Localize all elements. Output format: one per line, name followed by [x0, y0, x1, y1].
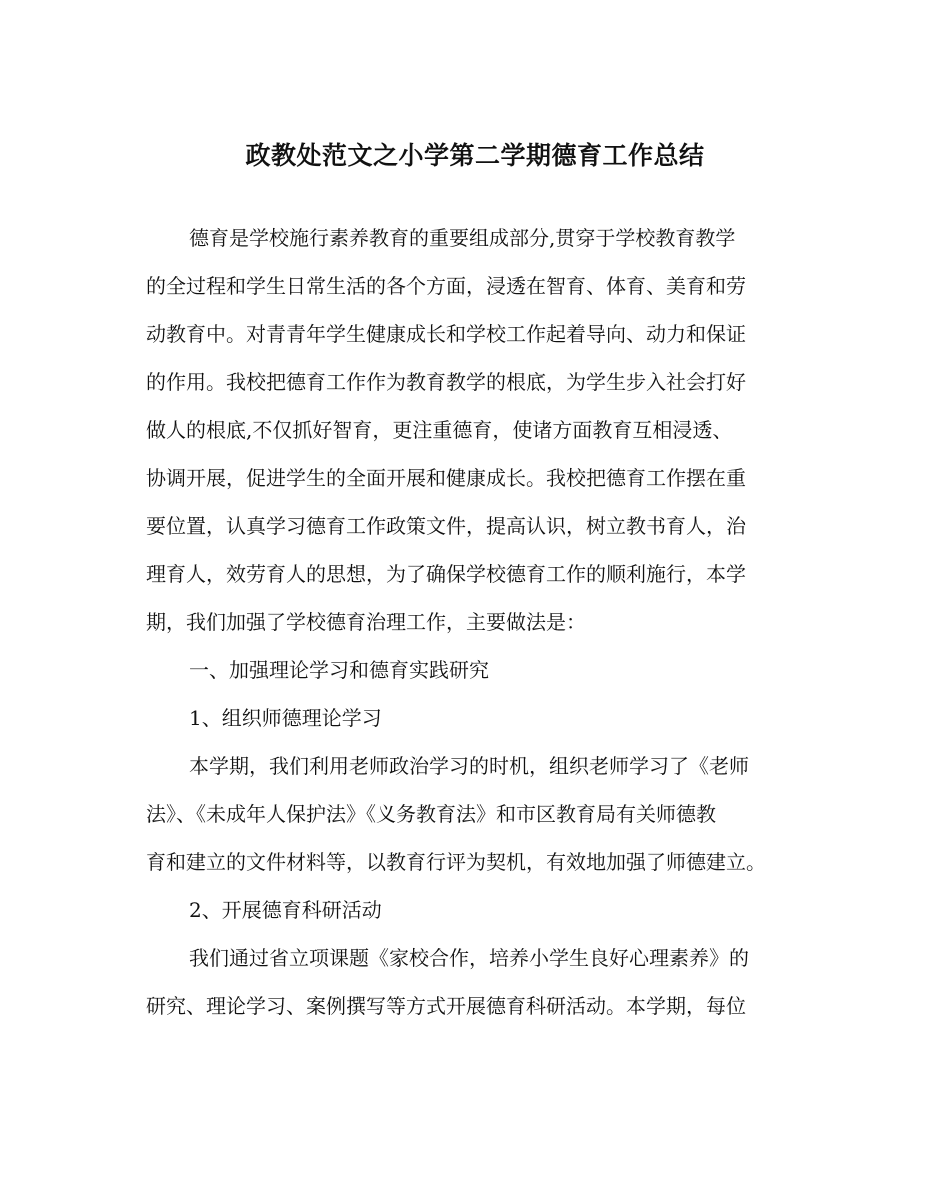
paragraph-line: 动教育中。对青青年学生健康成长和学校工作起着导向、动力和保证	[146, 322, 746, 346]
paragraph-line: 的全过程和学生日常生活的各个方面，浸透在智育、体育、美育和劳	[146, 274, 746, 298]
paragraph-line: 要位置，认真学习德育工作政策文件，提高认识，树立教书育人，治	[146, 514, 746, 538]
paragraph-line: 本学期，我们利用老师政治学习的时机，组织老师学习了《老师	[189, 754, 749, 778]
paragraph-line: 德育是学校施行素养教育的重要组成部分,贯穿于学校教育教学	[189, 226, 736, 250]
subsection-heading: 2、开展德育科研活动	[189, 898, 382, 922]
paragraph-line: 期，我们加强了学校德育治理工作，主要做法是：	[146, 610, 586, 634]
paragraph-line: 协调开展，促进学生的全面开展和健康成长。我校把德育工作摆在重	[146, 466, 746, 490]
paragraph-line: 我们通过省立项课题《家校合作，培养小学生良好心理素养》的	[189, 946, 749, 970]
paragraph-line: 理育人，效劳育人的思想，为了确保学校德育工作的顺利施行，本学	[146, 562, 746, 586]
document-title: 政教处范文之小学第二学期德育工作总结	[245, 141, 705, 170]
paragraph-line: 做人的根底,不仅抓好智育，更注重德育，使诸方面教育互相浸透、	[146, 418, 733, 442]
subsection-heading: 1、组织师德理论学习	[189, 706, 382, 730]
paragraph-line: 育和建立的文件材料等，以教育行评为契机，有效地加强了师德建立。	[146, 850, 766, 874]
paragraph-line: 的作用。我校把德育工作作为教育教学的根底，为学生步入社会打好	[146, 370, 746, 394]
paragraph-line: 研究、理论学习、案例撰写等方式开展德育科研活动。本学期，每位	[146, 994, 746, 1018]
section-heading: 一、加强理论学习和德育实践研究	[189, 658, 489, 682]
paragraph-line: 法》、《未成年人保护法》《义务教育法》和市区教育局有关师德教	[146, 802, 716, 826]
